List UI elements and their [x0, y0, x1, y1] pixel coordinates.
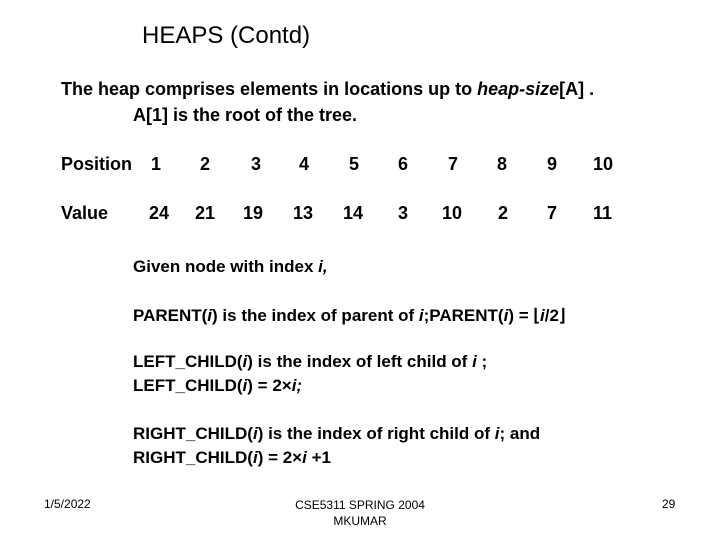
index-i: i	[252, 448, 258, 467]
intro-line-1-end: [A] .	[559, 79, 595, 99]
value-cell: 19	[243, 203, 264, 223]
right-child-text: RIGHT_CHILD(	[133, 424, 253, 443]
right-child-text: ; and	[499, 424, 541, 443]
floor-right-symbol: ⌋	[558, 306, 566, 325]
right-child-text: RIGHT_CHILD(	[133, 448, 253, 467]
value-cell: 13	[293, 203, 314, 223]
index-i: i	[207, 306, 213, 325]
right-child-definition	[133, 422, 540, 470]
position-cell: 9	[547, 154, 558, 174]
footer-page-number: 29	[662, 497, 676, 511]
footer-course	[240, 497, 480, 529]
value-cell: 14	[343, 203, 364, 223]
parent-text: ;PARENT(	[423, 306, 504, 325]
left-child-definition	[133, 350, 487, 398]
position-cell: 3	[251, 154, 262, 174]
slide-title: HEAPS (Contd)	[142, 22, 311, 49]
position-row	[61, 154, 661, 176]
left-child-text: LEFT_CHILD(	[133, 352, 243, 371]
heap-size-term: heap-size	[477, 79, 560, 99]
position-cell: 6	[398, 154, 409, 174]
right-child-line-1	[133, 422, 540, 446]
given-text: Given node with index	[133, 257, 319, 276]
value-label: Value	[61, 203, 109, 223]
left-child-text: ) is the index of left child of	[247, 352, 473, 371]
intro-line-2: A[1] is the root of the tree.	[133, 105, 358, 125]
right-child-text: ) = 2×	[257, 448, 303, 467]
index-i: i	[242, 352, 248, 371]
value-cell: 24	[149, 203, 170, 223]
index-i: i	[252, 424, 258, 443]
left-child-text: ;	[476, 352, 488, 371]
position-label: Position	[61, 154, 132, 174]
footer-course-line-1: CSE5311 SPRING 2004	[295, 498, 425, 512]
intro-text	[61, 76, 594, 128]
footer-course-line-2: MKUMAR	[333, 514, 387, 528]
left-child-text: LEFT_CHILD(	[133, 376, 243, 395]
position-cell: 5	[349, 154, 360, 174]
parent-definition	[133, 304, 566, 328]
index-i: i	[494, 424, 500, 443]
index-i: i	[503, 306, 509, 325]
footer-date: 1/5/2022	[44, 497, 91, 511]
right-child-text: +1	[306, 448, 331, 467]
value-cell: 3	[398, 203, 409, 223]
position-cell: 8	[497, 154, 508, 174]
left-child-line-1	[133, 350, 487, 374]
right-child-line-2	[133, 446, 540, 470]
position-cell: 10	[593, 154, 614, 174]
position-cell: 1	[151, 154, 162, 174]
given-node-text	[133, 255, 328, 279]
index-i: i;	[291, 376, 303, 395]
index-i: i	[472, 352, 477, 371]
value-cell: 10	[442, 203, 463, 223]
index-i: i	[302, 448, 307, 467]
floor-left-symbol: ⌊	[533, 306, 540, 325]
value-cell: 7	[547, 203, 558, 223]
position-cell: 2	[200, 154, 211, 174]
position-cell: 4	[299, 154, 310, 174]
value-cell: 21	[195, 203, 216, 223]
index-i: i	[540, 306, 545, 325]
left-child-line-2	[133, 374, 487, 398]
value-row	[61, 203, 661, 225]
position-cell: 7	[448, 154, 459, 174]
index-i: i	[242, 376, 248, 395]
parent-text: PARENT(	[133, 306, 208, 325]
parent-text: /2	[544, 306, 559, 325]
value-cell: 11	[593, 203, 613, 223]
parent-text: ) =	[508, 306, 534, 325]
intro-line-1-start: The heap comprises elements in locations up to	[61, 79, 478, 99]
index-i: i,	[318, 257, 328, 276]
intro-line-1	[61, 76, 594, 102]
index-i: i	[418, 306, 424, 325]
value-cell: 2	[498, 203, 509, 223]
right-child-text: ) is the index of right child of	[257, 424, 495, 443]
parent-text: ) is the index of parent of	[212, 306, 419, 325]
left-child-text: ) = 2×	[247, 376, 292, 395]
